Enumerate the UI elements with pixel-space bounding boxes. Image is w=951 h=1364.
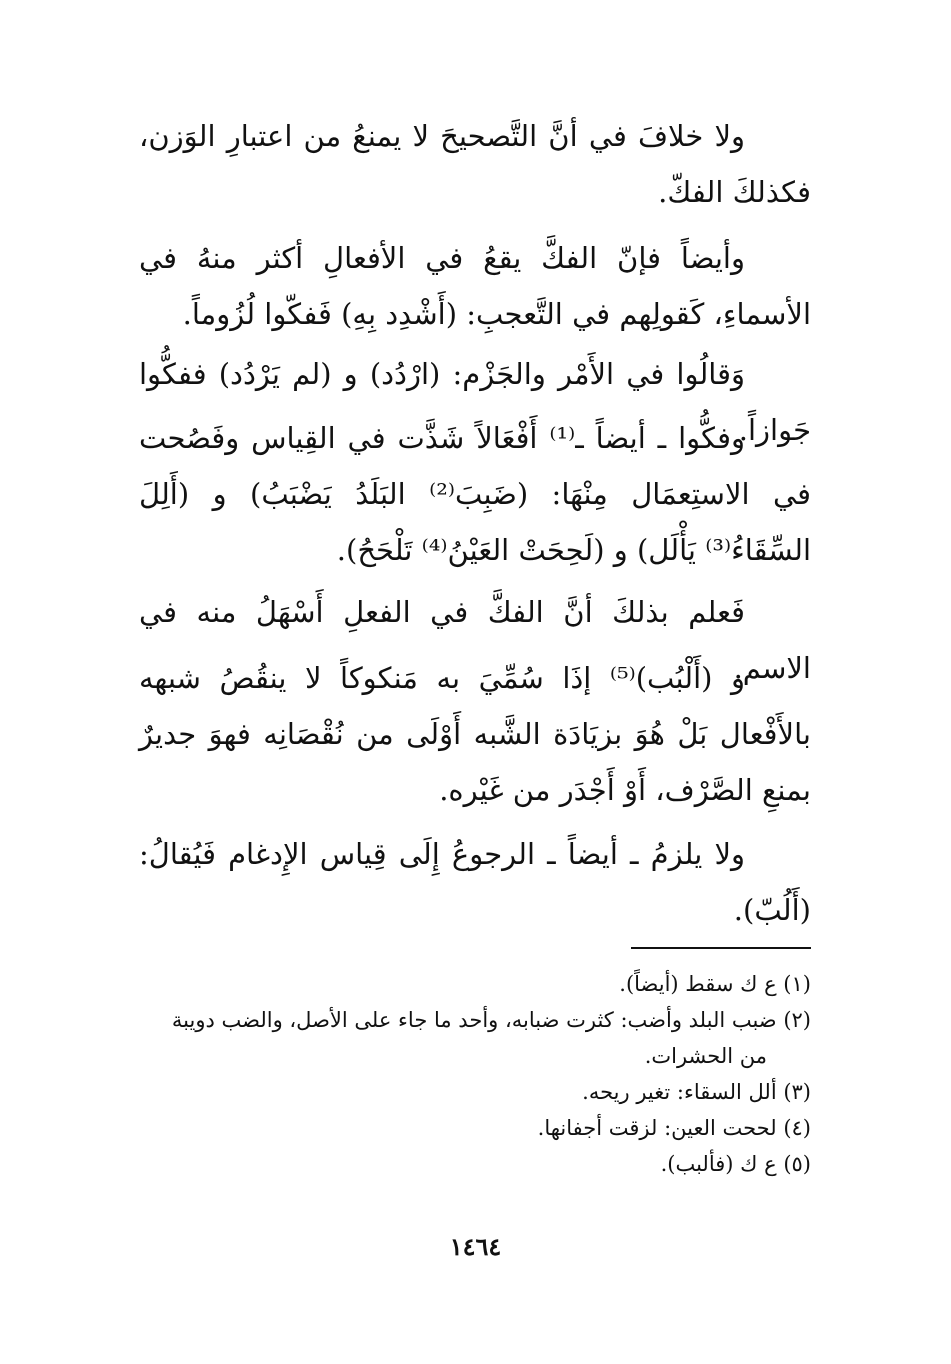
footnotes: [139, 966, 811, 1182]
footnote-divider: [631, 947, 811, 949]
paragraph-2: وأيضاً فإنّ الفكَّ يقعُ في الأفعالِ أكثر منهُ في الأسماءِ، كَقولِهم في التَّعجبِ: (أَشْدِد بِهِ) فَفكّوا لُزُوماً.: [139, 241, 811, 331]
paragraph-3: وَقالُوا في الأَمْر والجَزْم: (ارْدُد) و (لم يَرْدُد) ففكُّوا جَوازاً.: [139, 357, 811, 447]
footnote-1: (١) ع ك سقط (أيضاً).: [619, 972, 811, 996]
paragraph-1: ولا خلافَ في أنَّ التَّصحيحَ لا يمنعُ من اعتبارِ الوَزن، فكذلكَ الفكّ.: [139, 119, 811, 209]
paragraph-7: ولا يلزمُ ـ أيضاً ـ الرجوعُ إِلَى قِياس الإِدغام فَيُقالُ: (أَلُبّ).: [139, 837, 811, 927]
page-number: ١٤٦٤: [449, 1232, 502, 1261]
footnote-3: (٣) ألل السقاء: تغير ريحه.: [582, 1080, 811, 1104]
footnote-5: (٥) ع ك (فألبب).: [660, 1152, 811, 1176]
footnote-4: (٤) لححت العين: لزقت أجفانها.: [537, 1116, 811, 1140]
paragraph-5: فَعلم بذلكَ أنَّ الفكَّ في الفعلِ أَسْهَلُ منه في الاسم.: [139, 595, 811, 685]
paragraph-4: وفكُّوا ـ أيضاً ـ⁽¹⁾ أَفْعَالاً شَذَّت في القِياس وفَصُحت في الاستِعمَال مِنْهَا: (ضَبِبَ⁽²⁾ البَلَدُ يَضْبَبُ) و (أَلِلَ السِّقَاءُ⁽³⁾ يَأْلَل) و (لَحِحَتْ العَيْنُ⁽⁴⁾ تَلْحَحُ).: [139, 421, 811, 567]
footnote-2: (٢) ضبب البلد وأضب: كثرت ضبابه، وأحد ما جاء على الأصل، والضب دويبة من الحشرات.: [171, 1008, 811, 1068]
paragraph-6: و (أَلْبُب)⁽⁵⁾ إذَا سُمِّيَ به مَنكوكاً لا ينقُصُ شبهه بالأَفْعال بَلْ هُوَ بزيَادَة الشَّبه أَوْلَى من نُقْصَانِه فهوَ جديرٌ بمنعِ الصَّرْف، أَوْ أَجْدَر من غَيْره.: [139, 661, 811, 807]
